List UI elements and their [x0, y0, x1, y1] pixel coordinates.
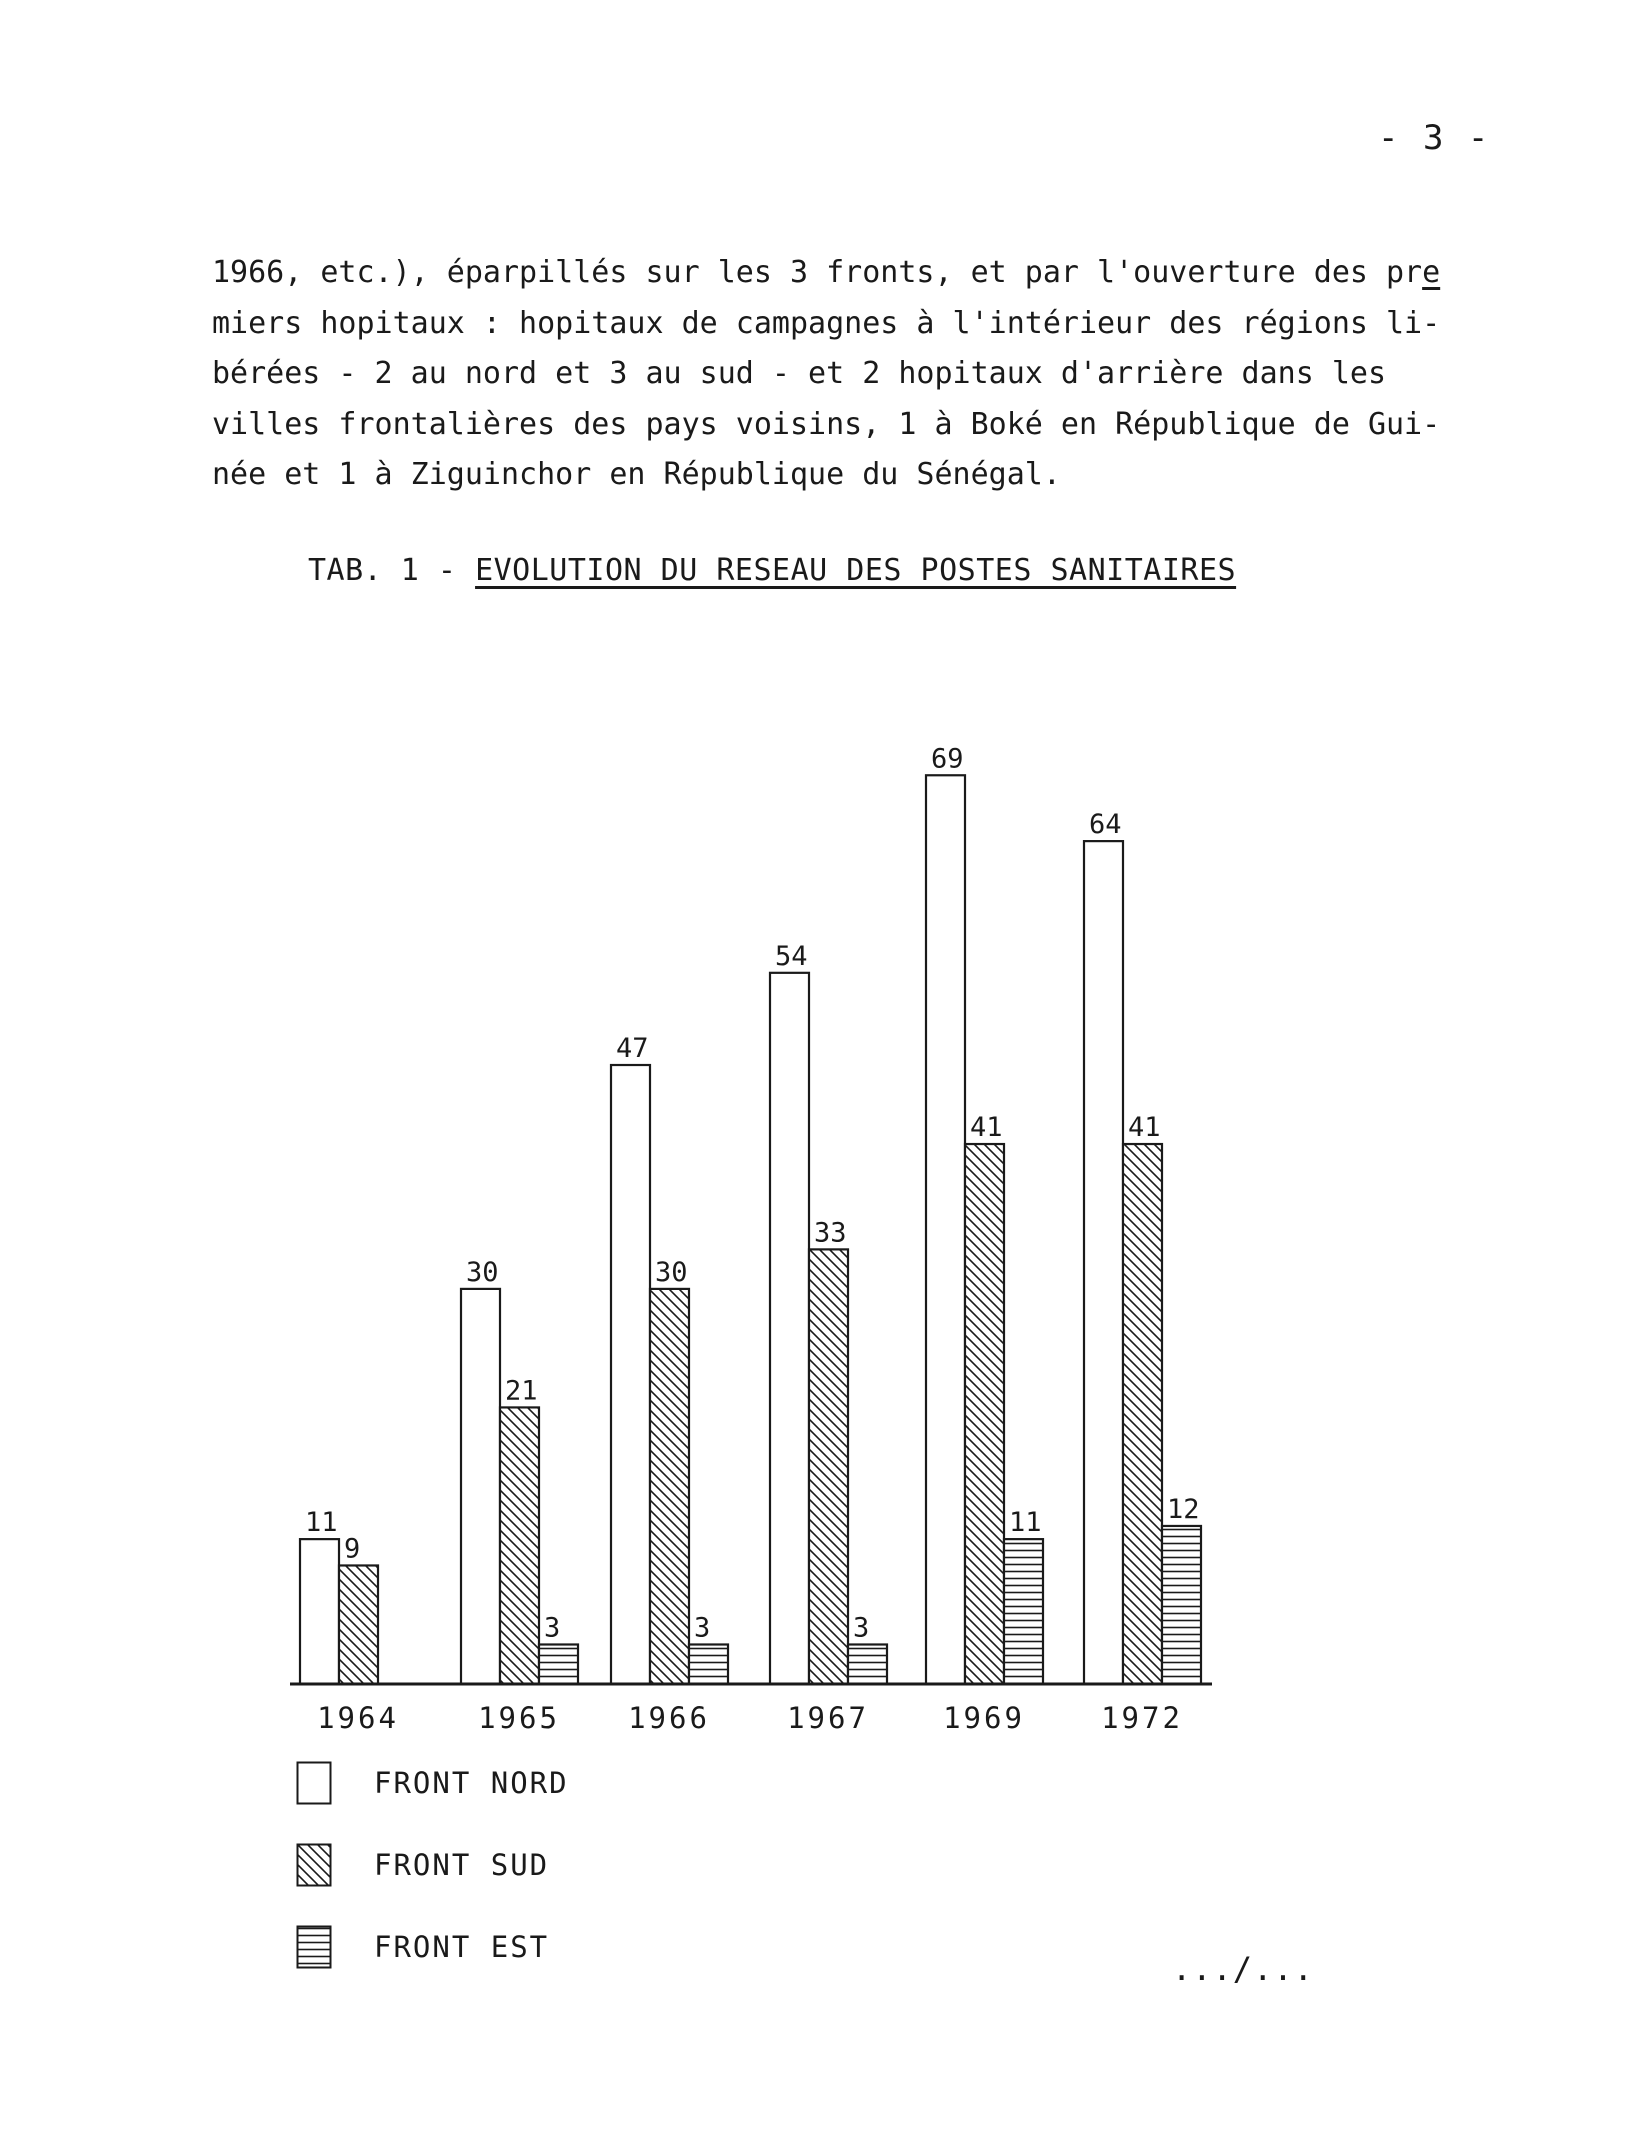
- bar-front-sud: [500, 1407, 539, 1684]
- bar-front-sud: [965, 1144, 1004, 1684]
- chart-legend: [296, 1742, 569, 1988]
- bar-front-sud: [1123, 1144, 1162, 1684]
- legend-swatch-hatched: [296, 1843, 332, 1887]
- data-label: 33: [814, 1217, 847, 1249]
- bar-front-sud: [339, 1565, 378, 1684]
- caption-prefix: TAB. 1 -: [308, 553, 476, 588]
- paragraph-line: villes frontalières des pays voisins, 1 à Boké en République de Gui-: [212, 406, 1441, 442]
- bar-front-est: [539, 1644, 578, 1684]
- data-label: 3: [853, 1612, 870, 1644]
- data-label: 21: [505, 1375, 538, 1407]
- legend-swatch-lined: [296, 1925, 332, 1969]
- data-label: 3: [544, 1612, 561, 1644]
- data-label: 30: [655, 1256, 688, 1288]
- bar-front-sud: [809, 1249, 848, 1684]
- data-label: 41: [970, 1112, 1003, 1144]
- data-label: 9: [344, 1533, 361, 1565]
- paragraph-line: miers hopitaux : hopitaux de campagnes à l'intérieur des régions li-: [212, 305, 1441, 341]
- paragraph-line: bérées - 2 au nord et 3 au sud - et 2 hopitaux d'arrière dans les: [212, 356, 1386, 391]
- legend-label: FRONT EST: [374, 1930, 550, 1964]
- bar-front-sud: [650, 1289, 689, 1684]
- bar-front-nord: [611, 1065, 650, 1684]
- x-tick-label: 1969: [943, 1701, 1025, 1735]
- legend-item-front-sud: [296, 1824, 569, 1906]
- data-label: 54: [775, 940, 808, 972]
- x-tick-label: 1966: [628, 1701, 710, 1735]
- legend-item-front-est: [296, 1906, 569, 1988]
- legend-label: FRONT NORD: [374, 1766, 569, 1800]
- data-label: 47: [616, 1033, 649, 1065]
- x-tick-label: 1967: [787, 1701, 869, 1735]
- continuation-mark: .../...: [1172, 1950, 1314, 1988]
- paragraph-line: née et 1 à Ziguinchor en République du Sénégal.: [212, 457, 1061, 492]
- x-tick-label: 1965: [478, 1701, 560, 1735]
- data-label: 12: [1167, 1493, 1200, 1525]
- x-tick-label: 1964: [317, 1701, 399, 1735]
- bar-front-est: [1004, 1539, 1043, 1684]
- data-label: 11: [1009, 1507, 1042, 1539]
- bar-front-est: [1162, 1526, 1201, 1684]
- chart-title: EVOLUTION DU RESEAU DES POSTES SANITAIRES: [475, 553, 1237, 588]
- legend-label: FRONT SUD: [374, 1848, 550, 1882]
- bar-front-nord: [461, 1289, 500, 1684]
- data-label: 69: [931, 743, 964, 775]
- x-tick-label: 1972: [1101, 1701, 1183, 1735]
- bar-front-nord: [1084, 841, 1123, 1684]
- bar-front-est: [848, 1644, 887, 1684]
- data-label: 3: [694, 1612, 711, 1644]
- data-label: 64: [1089, 809, 1122, 841]
- legend-swatch-blank: [296, 1761, 332, 1805]
- legend-item-front-nord: [296, 1742, 569, 1824]
- data-label: 41: [1128, 1112, 1161, 1144]
- bar-front-nord: [300, 1539, 339, 1684]
- bar-front-est: [689, 1644, 728, 1684]
- paragraph-line: 1966, etc.), éparpillés sur les 3 fronts, et par l'ouverture des pre: [212, 255, 1441, 290]
- data-label: 30: [466, 1256, 499, 1288]
- bar-front-nord: [770, 973, 809, 1684]
- data-label: 11: [305, 1507, 338, 1539]
- page-number: - 3 -: [1378, 118, 1491, 158]
- bar-front-nord: [926, 775, 965, 1684]
